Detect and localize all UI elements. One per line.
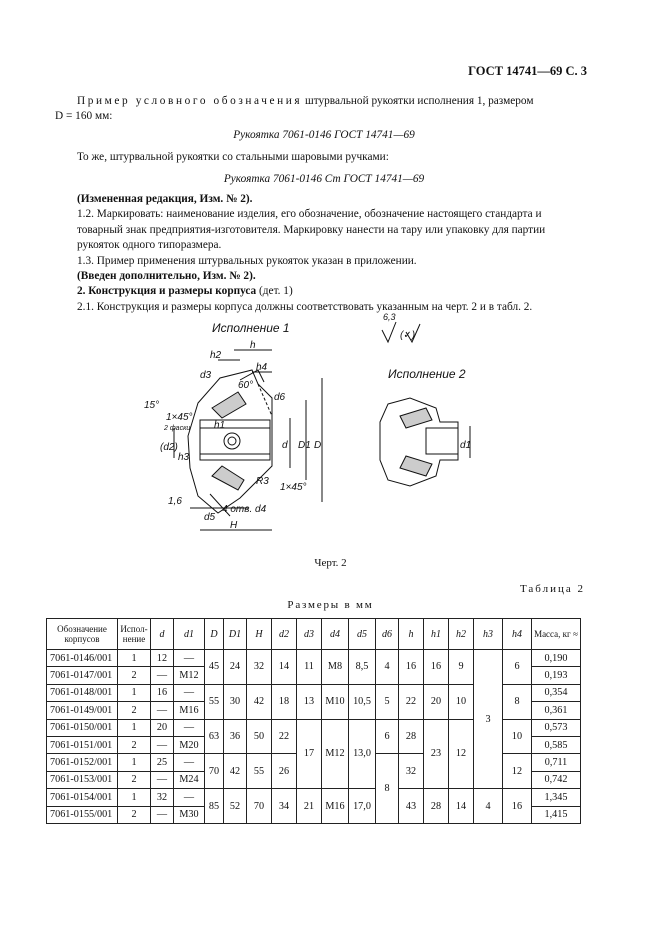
table-cell: 3 xyxy=(474,650,503,789)
table-caption: Таблица 2 xyxy=(519,583,585,595)
table-cell: 25 xyxy=(151,754,174,771)
dim-h3: h3 xyxy=(178,452,190,463)
table-cell: 17,0 xyxy=(349,789,376,824)
table-cell: 7061-0152/001 xyxy=(47,754,118,771)
th-d2: d2 xyxy=(272,619,297,650)
label-version-2: Исполнение 2 xyxy=(388,367,466,381)
paragraph-2-1: 2.1. Конструкция и размеры корпуса должны соответствовать указанным на черт. 2 и в табл. 2. xyxy=(77,300,533,313)
table-cell: 52 xyxy=(224,789,247,824)
paragraph-line2: D = 160 мм: xyxy=(55,110,113,123)
table-cell: 24 xyxy=(224,650,247,685)
table-cell: 42 xyxy=(224,754,247,789)
table-cell: 70 xyxy=(205,754,224,789)
th-d1: d1 xyxy=(174,619,205,650)
roughness-paren: (✓) xyxy=(400,330,416,341)
table-row xyxy=(47,650,581,667)
table-cell: 13 xyxy=(297,684,322,719)
technical-drawing xyxy=(140,308,470,553)
dim-d: d xyxy=(282,440,288,451)
table-cell: 7061-0146/001 xyxy=(47,650,118,667)
dim-h2: h2 xyxy=(210,350,222,361)
th-h4: h4 xyxy=(503,619,532,650)
table-cell: 1,345 xyxy=(532,789,581,806)
th-D: D xyxy=(205,619,224,650)
table-cell: 55 xyxy=(205,684,224,719)
dim-holes: 4 отв. d4 xyxy=(222,504,267,515)
table-row xyxy=(47,789,581,806)
th-mass: Масса, кг ≈ xyxy=(532,619,581,650)
dim-chamfer-2: 2 фаски xyxy=(164,425,191,432)
th-d3: d3 xyxy=(297,619,322,650)
table-cell: 6 xyxy=(376,719,399,754)
table-cell: 7061-0153/001 xyxy=(47,771,118,788)
table-cell: 32 xyxy=(247,650,272,685)
table-cell: M24 xyxy=(174,771,205,788)
roughness-value: 6,3 xyxy=(383,312,396,322)
table-cell: 85 xyxy=(205,789,224,824)
th-h2: h2 xyxy=(449,619,474,650)
th-designation: Обозначение корпусов xyxy=(47,619,118,650)
table-cell: 7061-0151/001 xyxy=(47,736,118,753)
table-cell: 10 xyxy=(449,684,474,719)
paragraph-example xyxy=(55,94,585,125)
example-designation-2: Рукоятка 7061-0146 Ст ГОСТ 14741—69 xyxy=(223,173,425,185)
table-cell: 32 xyxy=(151,789,174,806)
table-cell: 2 xyxy=(118,667,151,684)
table-cell: 16 xyxy=(503,789,532,824)
table-cell: 7061-0148/001 xyxy=(47,684,118,701)
table-cell: 11 xyxy=(297,650,322,685)
table-cell: — xyxy=(151,736,174,753)
table-cell: 0,742 xyxy=(532,771,581,788)
table-cell: 1 xyxy=(118,719,151,736)
th-version: Испол-нение xyxy=(118,619,151,650)
table-cell: 42 xyxy=(247,684,272,719)
dim-d1: d1 xyxy=(460,440,472,451)
table-cell: 12 xyxy=(503,754,532,789)
dim-h1: h1 xyxy=(214,420,226,431)
table-cell: 5 xyxy=(376,684,399,719)
paragraph-same: То же, штурвальной рукоятки со стальными шаровыми ручками: xyxy=(77,151,389,163)
table-cell: 1,415 xyxy=(532,806,581,823)
table-cell: 22 xyxy=(399,684,424,719)
table-cell: 0,190 xyxy=(532,650,581,667)
table-cell: 13,0 xyxy=(349,719,376,789)
table-cell: 18 xyxy=(272,684,297,719)
th-h3: h3 xyxy=(474,619,503,650)
table-cell: M20 xyxy=(174,736,205,753)
table-cell: — xyxy=(174,719,205,736)
dim-h4: h4 xyxy=(256,362,268,373)
th-h1: h1 xyxy=(424,619,449,650)
table-cell: 9 xyxy=(449,650,474,685)
th-d4: d4 xyxy=(322,619,349,650)
table-cell: 30 xyxy=(224,684,247,719)
table-cell: 10 xyxy=(503,719,532,754)
table-cell: M16 xyxy=(322,789,349,824)
label-version-1: Исполнение 1 xyxy=(212,321,290,335)
table-cell: 14 xyxy=(272,650,297,685)
table-cell: 8,5 xyxy=(349,650,376,685)
dim-d3: d3 xyxy=(200,370,212,381)
th-D1: D1 xyxy=(224,619,247,650)
table-cell: 55 xyxy=(247,754,272,789)
table-cell: M12 xyxy=(322,719,349,789)
table-cell: 23 xyxy=(424,719,449,789)
table-cell: 1 xyxy=(118,754,151,771)
table-cell: 16 xyxy=(424,650,449,685)
dim-d6: d6 xyxy=(274,392,286,403)
table-cell: 22 xyxy=(272,719,297,754)
dim-1-6: 1,6 xyxy=(168,496,182,507)
th-H: H xyxy=(247,619,272,650)
paragraph-1-2-text: 1.2. Маркировать: наименование изделия, его обозначение, обозначение настоящего стандарта и товарный знак предприятия-изготовителя. Маркировку нанести на тару или упаковку для партии рукояток одного типоразмера. xyxy=(77,208,546,252)
table-cell: 50 xyxy=(247,719,272,754)
paragraph-rest: штурвальной рукоятки исполнения 1, размером xyxy=(302,95,534,107)
table-cell: 1 xyxy=(118,684,151,701)
th-d: d xyxy=(151,619,174,650)
dimensions-table xyxy=(46,618,581,824)
dim-d5: d5 xyxy=(204,512,216,523)
dim-chamfer-3: 1×45° xyxy=(280,482,307,493)
th-d5: d5 xyxy=(349,619,376,650)
table-cell: 7061-0149/001 xyxy=(47,702,118,719)
table-cell: 17 xyxy=(297,719,322,789)
table-cell: 6 xyxy=(503,650,532,685)
paragraph-1-3: 1.3. Пример применения штурвальных рукояток указан в приложении. xyxy=(77,254,417,267)
table-cell: 2 xyxy=(118,736,151,753)
edition-note-1: (Измененная редакция, Изм. № 2). xyxy=(77,193,253,205)
table-cell: — xyxy=(174,650,205,667)
table-cell: 63 xyxy=(205,719,224,754)
table-cell: 7061-0155/001 xyxy=(47,806,118,823)
table-cell: 14 xyxy=(449,789,474,824)
table-cell: 0,711 xyxy=(532,754,581,771)
table-cell: 2 xyxy=(118,771,151,788)
example-designation-1: Рукоятка 7061-0146 ГОСТ 14741—69 xyxy=(233,129,415,141)
table-cell: 7061-0147/001 xyxy=(47,667,118,684)
table-cell: 0,573 xyxy=(532,719,581,736)
dim-d2: (d2) xyxy=(160,442,178,453)
table-cell: M30 xyxy=(174,806,205,823)
units-caption: Размеры в мм xyxy=(287,599,374,611)
table-cell: 1 xyxy=(118,650,151,667)
table-cell: 20 xyxy=(151,719,174,736)
table-header-row xyxy=(47,619,581,650)
table-cell: 0,354 xyxy=(532,684,581,701)
table-cell: — xyxy=(151,702,174,719)
table-cell: 7061-0150/001 xyxy=(47,719,118,736)
dim-15: 15° xyxy=(144,400,160,411)
table-cell: M8 xyxy=(322,650,349,685)
table-cell: 7061-0154/001 xyxy=(47,789,118,806)
th-h: h xyxy=(399,619,424,650)
table-cell: 45 xyxy=(205,650,224,685)
figure-caption: Черт. 2 xyxy=(314,557,347,569)
table-cell: 4 xyxy=(474,789,503,824)
table-cell: 20 xyxy=(424,684,449,719)
table-cell: 32 xyxy=(399,754,424,789)
dim-60: 60° xyxy=(238,380,254,391)
table-cell: M12 xyxy=(174,667,205,684)
table-cell: — xyxy=(174,754,205,771)
dim-chamfer: 1×45° xyxy=(166,412,193,423)
table-cell: 12 xyxy=(449,719,474,789)
table-cell: 2 xyxy=(118,806,151,823)
dim-h: h xyxy=(250,340,256,351)
table-cell: 8 xyxy=(503,684,532,719)
dim-D1: D1 xyxy=(298,440,311,451)
table-cell: 1 xyxy=(118,789,151,806)
th-d6: d6 xyxy=(376,619,399,650)
table-cell: 43 xyxy=(399,789,424,824)
table-cell: 26 xyxy=(272,754,297,789)
table-cell: M10 xyxy=(322,684,349,719)
table-cell: 8 xyxy=(376,754,399,824)
edition-note-2: (Введен дополнительно, Изм. № 2). xyxy=(77,270,256,283)
page-header: ГОСТ 14741—69 С. 3 xyxy=(468,64,587,78)
table-cell: M16 xyxy=(174,702,205,719)
table-cell: 0,193 xyxy=(532,667,581,684)
table-cell: 12 xyxy=(151,650,174,667)
section-2-title: 2. Конструкция и размеры корпуса xyxy=(77,285,257,298)
dim-H: H xyxy=(230,520,238,531)
table-cell: 0,361 xyxy=(532,702,581,719)
table-cell: 70 xyxy=(247,789,272,824)
table-cell: 28 xyxy=(399,719,424,754)
table-cell: — xyxy=(151,771,174,788)
table-cell: — xyxy=(174,684,205,701)
section-text xyxy=(77,192,587,315)
table-cell: 16 xyxy=(151,684,174,701)
table-cell: 10,5 xyxy=(349,684,376,719)
table-cell: 28 xyxy=(424,789,449,824)
table-cell: 2 xyxy=(118,702,151,719)
table-cell: — xyxy=(174,789,205,806)
table-cell: 4 xyxy=(376,650,399,685)
table-cell: — xyxy=(151,667,174,684)
dim-D: D xyxy=(314,440,322,451)
section-2-rest: (дет. 1) xyxy=(256,285,293,298)
paragraph-1-2 xyxy=(77,207,587,253)
table-cell: 36 xyxy=(224,719,247,754)
table-cell: 0,585 xyxy=(532,736,581,753)
dim-r3: R3 xyxy=(256,476,269,487)
table-cell: 16 xyxy=(399,650,424,685)
table-cell: — xyxy=(151,806,174,823)
table-cell: 34 xyxy=(272,789,297,824)
table-cell: 21 xyxy=(297,789,322,824)
spaced-phrase: Пример условного обозначения xyxy=(77,95,303,107)
